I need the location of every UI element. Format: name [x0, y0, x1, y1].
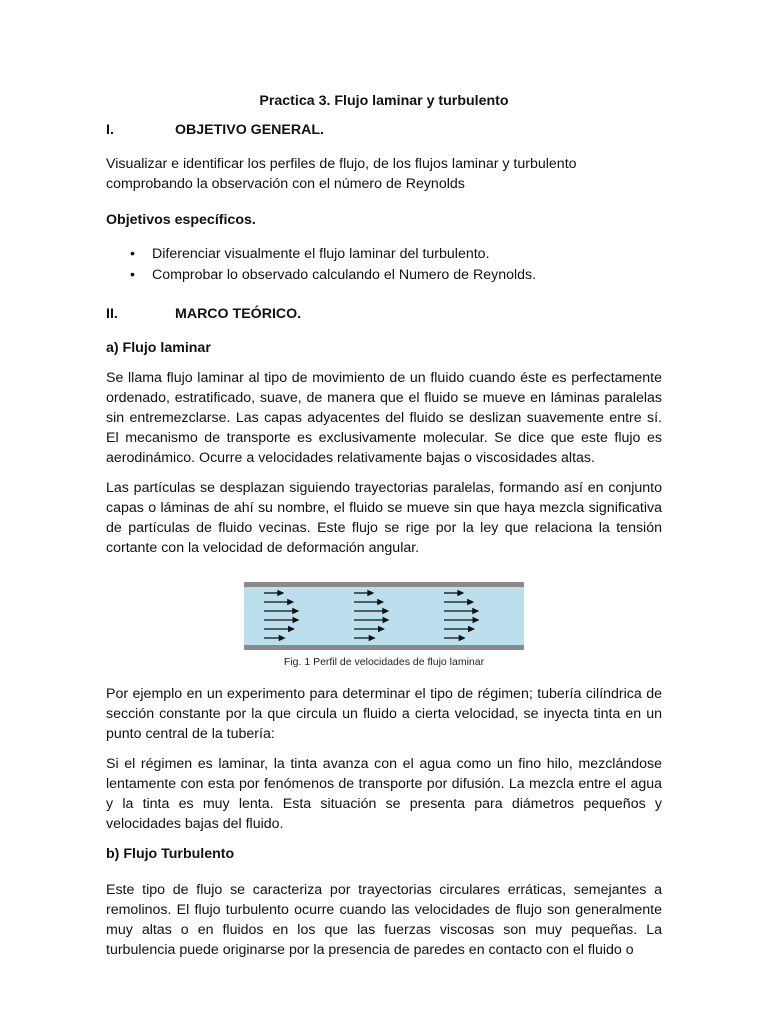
list-item: • Comprobar lo observado calculando el Numero de Reynolds.	[106, 265, 662, 286]
objective-paragraph: Visualizar e identificar los perfiles de flujo, de los flujos laminar y turbulento comprobando la observación con el número de Reynolds	[106, 156, 577, 192]
list-item: • Diferenciar visualmente el flujo laminar del turbulento.	[106, 244, 662, 265]
pipe-fluid	[244, 586, 524, 646]
section-title: OBJETIVO GENERAL.	[175, 122, 324, 138]
laminar-flow-diagram	[244, 582, 524, 650]
laminar-paragraph-2: Las partículas se desplazan siguiendo trayectorias paralelas, formando así en conjunto capas o láminas de ahí su nombre, el fluido se mueve sin que haya mezcla significativa de partículas de fluido vecinas. Este flujo se rige por la ley que relaciona la tensión cortante con la velocidad de deformación angular.	[106, 480, 662, 556]
example-paragraph-1: Por ejemplo en un experimento para determinar el tipo de régimen; tubería cilíndrica de sección constante por la que circula un fluido a cierta velocidad, se inyecta tinta en un punto central de la tubería:	[106, 686, 662, 742]
example-paragraph-2: Si el régimen es laminar, la tinta avanza con el agua como un fino hilo, mezclándose lentamente con esta por fenómenos de transporte por difusión. La mezcla entre el agua y la tinta es muy lenta. Esta situación se presenta para diámetros pequeños y velocidades bajas del fluido.	[106, 756, 662, 832]
specific-objectives-list	[106, 244, 662, 286]
figure-caption: Fig. 1 Perfil de velocidades de flujo laminar	[283, 656, 485, 668]
document-body	[106, 91, 662, 970]
section-heading-marco	[106, 304, 662, 324]
figure-laminar-profile	[106, 582, 662, 668]
pipe-wall-top	[244, 582, 524, 587]
section-title: MARCO TEÓRICO.	[175, 306, 302, 322]
section-heading-objetivo	[106, 120, 662, 140]
pipe-wall-bottom	[244, 645, 524, 650]
section-number: II.	[106, 306, 118, 322]
section-number: I.	[106, 122, 114, 138]
subsection-heading-turbulento: b) Flujo Turbulento	[106, 846, 235, 862]
specific-objectives-heading: Objetivos específicos.	[106, 212, 256, 228]
turbulent-paragraph-1: Este tipo de flujo se caracteriza por trayectorias circulares erráticas, semejantes a remolinos. El flujo turbulento ocurre cuando las velocidades de flujo son generalmente muy altas o en fluidos en los que las fuerzas viscosas son muy pequeñas. La turbulencia puede originarse por la presencia de paredes en contacto con el fluido o	[106, 882, 662, 958]
laminar-paragraph-1: Se llama flujo laminar al tipo de movimiento de un fluido cuando éste es perfectamente ordenado, estratificado, suave, de manera que el fluido se mueve en láminas paralelas sin entremezclarse. Las capas adyacentes del fluido se deslizan suavemente entre sí. El mecanismo de transporte es exclusivamente molecular. Se dice que este flujo es aerodinámico. Ocurre a velocidades relativamente bajas o viscosidades altas.	[106, 370, 662, 466]
page-title: Practica 3. Flujo laminar y turbulento	[259, 93, 509, 109]
subsection-heading-laminar: a) Flujo laminar	[106, 340, 211, 356]
